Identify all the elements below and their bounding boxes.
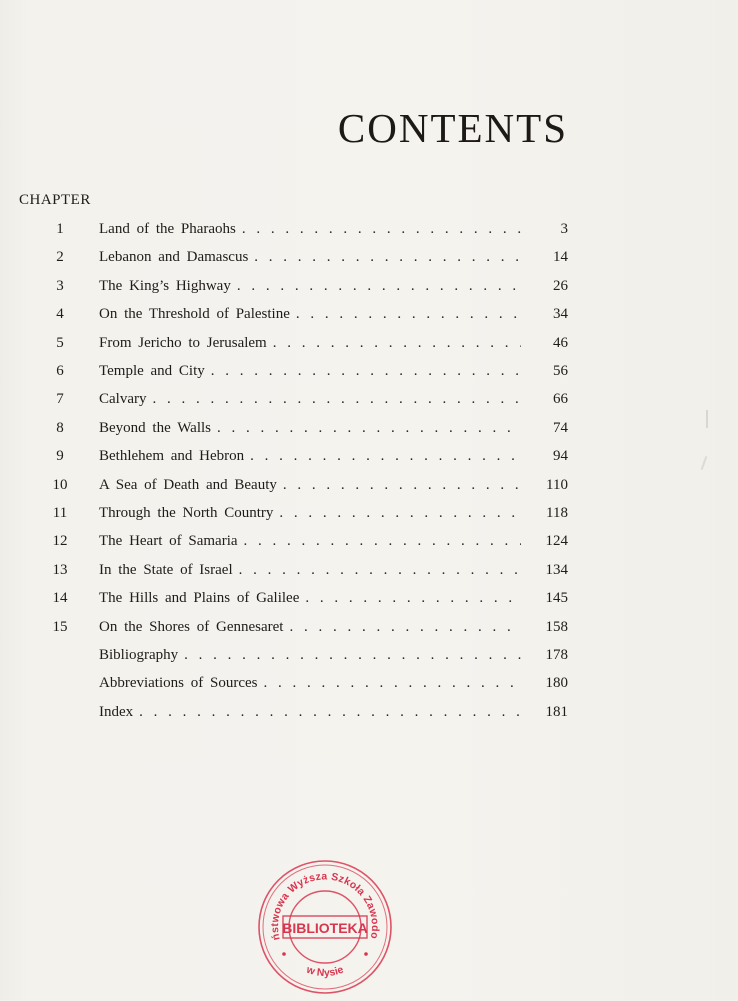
page-number: 14: [553, 249, 568, 266]
chapter-title-with-leader: [99, 619, 521, 636]
chapter-title-with-leader: [99, 448, 521, 465]
chapter-title: Abbreviations of Sources: [99, 675, 258, 692]
toc-row: [0, 303, 738, 331]
page-number: 180: [545, 675, 568, 692]
dot-leader: [250, 448, 521, 465]
stamp-ring-text: ństwowa Wyższa Szkoła Zawodo: [268, 870, 382, 942]
chapter-title: Temple and City: [99, 363, 205, 379]
page-number: 118: [546, 505, 568, 521]
chapter-number: 2: [56, 249, 64, 266]
chapter-title: Lebanon and Damascus: [99, 249, 249, 266]
chapter-title-with-leader: [99, 278, 521, 295]
chapter-column-label: CHAPTER: [19, 192, 91, 208]
page-number: 74: [553, 419, 568, 436]
dot-leader: [289, 619, 521, 636]
toc-row: [0, 701, 738, 729]
dot-leader: [305, 590, 521, 607]
chapter-title-with-leader: [99, 221, 521, 238]
chapter-title-with-leader: [99, 505, 521, 522]
chapter-title-with-leader: [99, 477, 521, 494]
chapter-number: 8: [56, 419, 64, 436]
page-number: 124: [545, 533, 568, 550]
dot-leader: [296, 306, 521, 323]
chapter-title-with-leader: [99, 306, 521, 323]
svg-text:w Nysie: [304, 963, 345, 979]
chapter-title: The Heart of Samaria: [99, 533, 238, 550]
chapter-title-with-leader: [99, 590, 521, 607]
stamp-bottom-text: w Nysie: [304, 963, 346, 980]
toc-row: [0, 218, 738, 246]
dot-leader: [239, 562, 521, 579]
chapter-title: Beyond the Walls: [99, 419, 212, 436]
chapter-title-with-leader: [99, 704, 521, 721]
toc-row: [0, 474, 738, 502]
dot-leader: [139, 704, 521, 721]
page-number: 94: [553, 448, 568, 465]
dot-leader: [254, 249, 521, 266]
dot-leader: [237, 278, 521, 295]
chapter-number: 3: [56, 277, 64, 294]
chapter-title-with-leader: [99, 533, 521, 550]
chapter-number: 14: [52, 590, 68, 607]
chapter-title: Calvary: [99, 391, 147, 408]
library-stamp: [256, 858, 394, 996]
page-number: 134: [545, 561, 568, 578]
chapter-title: Through the North Country: [99, 505, 274, 521]
dot-leader: [217, 420, 521, 437]
toc-row: [0, 502, 738, 530]
page-number: 145: [545, 590, 568, 607]
toc-row: [0, 275, 738, 303]
page-number: 110: [546, 476, 568, 493]
dot-leader: [263, 675, 521, 692]
page-number: 178: [545, 647, 568, 663]
chapter-title-with-leader: [99, 675, 521, 692]
toc-row: [0, 616, 738, 644]
toc-row: [0, 672, 738, 700]
dot-leader: [273, 335, 521, 352]
chapter-number: 7: [56, 391, 64, 408]
chapter-number: 1: [56, 221, 64, 237]
toc-row: [0, 587, 738, 615]
chapter-title: Bibliography: [99, 647, 179, 663]
page-title: CONTENTS: [337, 105, 568, 151]
chapter-title: From Jericho to Jerusalem: [99, 334, 267, 351]
dot-leader: [244, 533, 521, 550]
toc-row: [0, 530, 738, 558]
page-number: 66: [553, 391, 568, 408]
chapter-title: On the Shores of Gennesaret: [99, 618, 284, 635]
dot-leader: [283, 477, 521, 494]
dot-leader: [184, 647, 521, 664]
page-number: 56: [553, 363, 568, 379]
page-number: 158: [545, 618, 568, 635]
chapter-number: 12: [52, 533, 68, 550]
dot-leader: [152, 391, 521, 408]
toc-row: [0, 332, 738, 360]
page-number: 181: [545, 703, 568, 720]
page-number: 34: [553, 306, 568, 323]
dot-leader: [211, 363, 521, 380]
toc-row: [0, 388, 738, 416]
chapter-title-with-leader: [99, 562, 521, 579]
chapter-number: 13: [52, 561, 68, 578]
toc-row: [0, 644, 738, 672]
dot-leader: [242, 221, 521, 238]
chapter-title-with-leader: [99, 391, 521, 408]
chapter-number: 5: [56, 334, 64, 351]
chapter-title-with-leader: [99, 335, 521, 352]
chapter-title-with-leader: [99, 647, 521, 664]
page-number: 26: [553, 277, 568, 294]
chapter-title: Bethlehem and Hebron: [99, 448, 245, 465]
chapter-title: Index: [99, 703, 134, 720]
paper-mark: [706, 410, 708, 428]
stamp-center-text: BIBLIOTEKA: [282, 920, 368, 936]
library-stamp-graphic: [256, 858, 394, 996]
chapter-title: The Hills and Plains of Galilee: [99, 590, 300, 607]
chapter-title: In the State of Israel: [99, 561, 233, 578]
chapter-title: On the Threshold of Palestine: [99, 306, 290, 323]
chapter-number: 9: [56, 448, 64, 465]
toc-row: [0, 559, 738, 587]
chapter-number: 11: [52, 505, 68, 521]
toc-row: [0, 246, 738, 274]
chapter-number: 4: [56, 306, 64, 323]
chapter-number: 6: [56, 363, 64, 379]
chapter-title: The King’s Highway: [99, 277, 231, 294]
chapter-title: A Sea of Death and Beauty: [99, 476, 277, 493]
toc-row: [0, 417, 738, 445]
toc-row: [0, 360, 738, 388]
dot-leader: [279, 505, 521, 522]
chapter-number: 15: [52, 618, 68, 635]
chapter-title: Land of the Pharaohs: [99, 221, 236, 237]
page-number: 46: [553, 334, 568, 351]
chapter-number: 10: [52, 476, 68, 493]
toc-row: [0, 445, 738, 473]
chapter-title-with-leader: [99, 363, 521, 380]
chapter-title-with-leader: [99, 420, 521, 437]
chapter-title-with-leader: [99, 249, 521, 266]
page-number: 3: [560, 221, 568, 237]
